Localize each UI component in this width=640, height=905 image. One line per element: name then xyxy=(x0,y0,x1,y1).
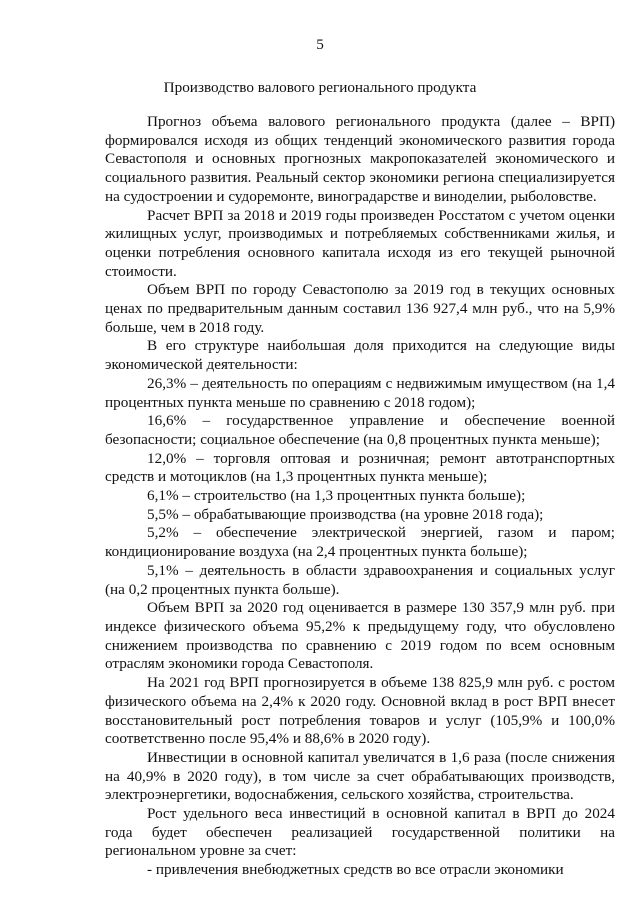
paragraph: Объем ВРП по городу Севастополю за 2019 год в текущих основных ценах по предварительным данным составил 136 927,4 млн руб., что на 5,9% больше, чем в 2018 году. xyxy=(105,281,615,336)
paragraph: Инвестиции в основной капитал увеличатся в 1,6 раза (после снижения на 40,9% в 2020 году), в том числе за счет обрабатывающих производств, электроэнергетики, водоснабжения, сельского хозяйства, строительства. xyxy=(105,748,615,804)
paragraph: Объем ВРП за 2020 год оценивается в размере 130 357,9 млн руб. при индексе физического объема 95,2% к предыдущему году, что обусловлено снижением производства по сравнению с 2019 годом по всем основным отраслям экономики города Севастополя. xyxy=(105,599,615,673)
list-item: 5,5% – обрабатывающие производства (на уровне 2018 года); xyxy=(147,505,544,523)
list-item: 5,1% – деятельность в области здравоохранения и социальных услуг (на 0,2 процентных пункта больше). xyxy=(105,561,615,598)
document-body xyxy=(105,113,615,880)
list-item: 16,6% – государственное управление и обеспечение военной безопасности; социальное обеспечение (на 0,8 процентных пункта меньше); xyxy=(105,412,615,448)
list-item: 26,3% – деятельность по операциям с недвижимым имуществом (на 1,4 процентных пункта меньше по сравнению с 2018 годом); xyxy=(105,374,615,411)
paragraph: В его структуре наибольшая доля приходится на следующие виды экономической деятельности: xyxy=(105,337,615,374)
paragraph: Рост удельного веса инвестиций в основной капитал в ВРП до 2024 года будет обеспечен реализацией государственной политики на региональном уровне за счет: xyxy=(105,805,615,860)
list-item: 12,0% – торговля оптовая и розничная; ремонт автотранспортных средств и мотоциклов (на 1,3 процентных пункта меньше); xyxy=(105,449,615,486)
paragraph: Прогноз объема валового регионального продукта (далее – ВРП) формировался исходя из общих тенденций экономического развития города Севастополя и основных прогнозных макропоказателей экономического и социального развития. Реальный сектор экономики региона специализируется на судостроении и судоремонте, виноградарстве и виноделии, рыболовстве. xyxy=(105,113,615,205)
list-item: 5,2% – обеспечение электрической энергией, газом и паром; кондиционирование воздуха (на 2,4 процентных пункта больше); xyxy=(105,524,615,561)
paragraph: На 2021 год ВРП прогнозируется в объеме 138 825,9 млн руб. с ростом физического объема на 2,4% к 2020 году. Основной вклад в рост ВРП внесет восстановительный рост потребления товаров и услуг (105,9% и 100,0% соответственно после 95,4% и 88,6% в 2020 году). xyxy=(105,674,615,748)
section-heading: Производство валового регионального продукта xyxy=(163,79,477,96)
list-item: 6,1% – строительство (на 1,3 процентных пункта больше); xyxy=(147,487,526,505)
page-number: 5 xyxy=(316,36,324,53)
list-item: - привлечения внебюджетных средств во все отрасли экономики xyxy=(147,861,564,879)
paragraph: Расчет ВРП за 2018 и 2019 годы произведен Росстатом с учетом оценки жилищных услуг, производимых и потребляемых собственниками жилья, и оценки потребления основного капитала исходя из его текущей рыночной стоимости. xyxy=(105,206,615,280)
